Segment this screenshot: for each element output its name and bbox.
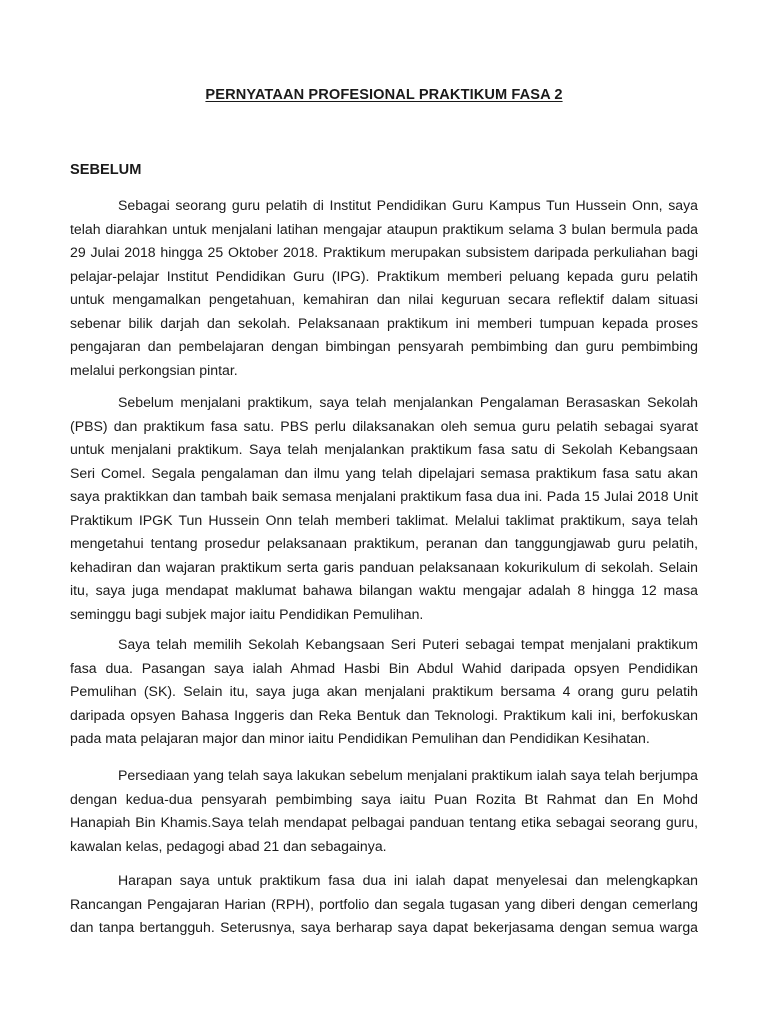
paragraph-line: Seri Comel. Segala pengalaman dan ilmu yang telah dipelajari semasa praktikum fasa satu akan xyxy=(70,464,698,481)
paragraph-line: (PBS) dan praktikum fasa satu. PBS perlu dilaksanakan oleh semua guru pelatih sebagai syarat xyxy=(70,417,698,434)
paragraph-line: seminggu bagi subjek major iaitu Pendidikan Pemulihan. xyxy=(70,605,424,622)
paragraph xyxy=(70,869,698,940)
paragraph-line: kehadiran dan wajaran praktikum serta garis panduan pelaksanaan kokurikulum di sekolah. Selain xyxy=(70,558,698,575)
paragraph-line: pengajaran dan pembelajaran dengan bimbingan pensyarah pembimbing dan guru pembimbing xyxy=(70,338,698,354)
paragraph-line: untuk menjalani praktikum. Saya telah menjalankan praktikum fasa satu di Sekolah Kebangsaan xyxy=(70,441,698,457)
paragraph-line: melalui perkongsian pintar. xyxy=(70,361,238,378)
paragraph-line: dan tanpa bertangguh. Seterusnya, saya berharap saya dapat bekerjasama dengan semua warga xyxy=(70,919,698,935)
paragraph-line: pada mata pelajaran major dan minor iaitu Pendidikan Pemulihan dan Pendidikan Kesihatan. xyxy=(70,730,650,746)
paragraph-line: Praktikum IPGK Tun Hussein Onn telah memberi taklimat. Melalui taklimat praktikum, saya telah xyxy=(70,511,698,528)
paragraph xyxy=(70,194,698,382)
paragraph-line: Sebagai seorang guru pelatih di Institut Pendidikan Guru Kampus Tun Hussein Onn, saya xyxy=(118,197,698,213)
paragraph-line: 29 Julai 2018 hingga 25 Oktober 2018. Praktikum merupakan subsistem daripada perkuliahan bagi xyxy=(70,244,698,260)
paragraph-line: Saya telah memilih Sekolah Kebangsaan Seri Puteri sebagai tempat menjalani praktikum xyxy=(118,636,698,652)
paragraph-line: telah diarahkan untuk menjalani latihan mengajar ataupun praktikum selama 3 bulan bermula pada xyxy=(70,220,698,237)
paragraph-line: sebenar bilik darjah dan sekolah. Pelaksanaan praktikum ini memberi tumpuan kepada proses xyxy=(70,314,698,331)
paragraph-line: Pemulihan (SK). Selain itu, saya juga akan menjalani praktikum bersama 4 orang guru pelatih xyxy=(70,683,698,699)
paragraph-line: Persediaan yang telah saya lakukan sebelum menjalani praktikum ialah saya telah berjumpa xyxy=(118,767,698,783)
paragraph xyxy=(70,633,698,751)
paragraph-line: daripada opsyen Bahasa Inggeris dan Reka Bentuk dan Teknologi. Praktikum kali ini, berfokuskan xyxy=(70,706,698,723)
paragraph xyxy=(70,764,698,858)
paragraph-line: mengetahui tentang prosedur pelaksanaan praktikum, peranan dan tanggungjawab guru pelatih, xyxy=(70,535,698,551)
paragraph-line: fasa dua. Pasangan saya ialah Ahmad Hasbi Bin Abdul Wahid daripada opsyen Pendidikan xyxy=(70,659,698,676)
paragraph-line: dengan kedua-dua pensyarah pembimbing saya iaitu Puan Rozita Bt Rahmat dan En Mohd xyxy=(70,790,698,807)
paragraph-line: untuk mengamalkan pengetahuan, kemahiran dan nilai keguruan secara reflektif dalam situasi xyxy=(70,291,698,307)
document-title: PERNYATAAN PROFESIONAL PRAKTIKUM FASA 2 xyxy=(205,87,563,103)
paragraph-line: Rancangan Pengajaran Harian (RPH), portfolio dan segala tugasan yang diberi dengan cemerlang xyxy=(70,895,698,912)
paragraph-line: itu, saya juga mendapat maklumat bahawa bilangan waktu mengajar adalah 8 hingga 12 masa xyxy=(70,582,698,598)
section-heading: SEBELUM xyxy=(70,162,142,178)
paragraph-line: pelajar-pelajar Institut Pendidikan Guru (IPG). Praktikum memberi peluang kepada guru pelatih xyxy=(70,267,698,284)
paragraph-line: kawalan kelas, pedagogi abad 21 dan sebagainya. xyxy=(70,837,387,854)
paragraph-line: Hanapiah Bin Khamis.Saya telah mendapat pelbagai panduan tentang etika sebagai seorang guru, xyxy=(70,814,698,830)
paragraph-line: Sebelum menjalani praktikum, saya telah menjalankan Pengalaman Berasaskan Sekolah xyxy=(118,394,698,410)
paragraph-line: saya praktikkan dan tambah baik semasa menjalani praktikum fasa dua ini. Pada 15 Julai 2018 Unit xyxy=(70,488,698,504)
paragraph-line: Harapan saya untuk praktikum fasa dua ini ialah dapat menyelesai dan melengkapkan xyxy=(118,872,698,888)
paragraph xyxy=(70,391,698,626)
